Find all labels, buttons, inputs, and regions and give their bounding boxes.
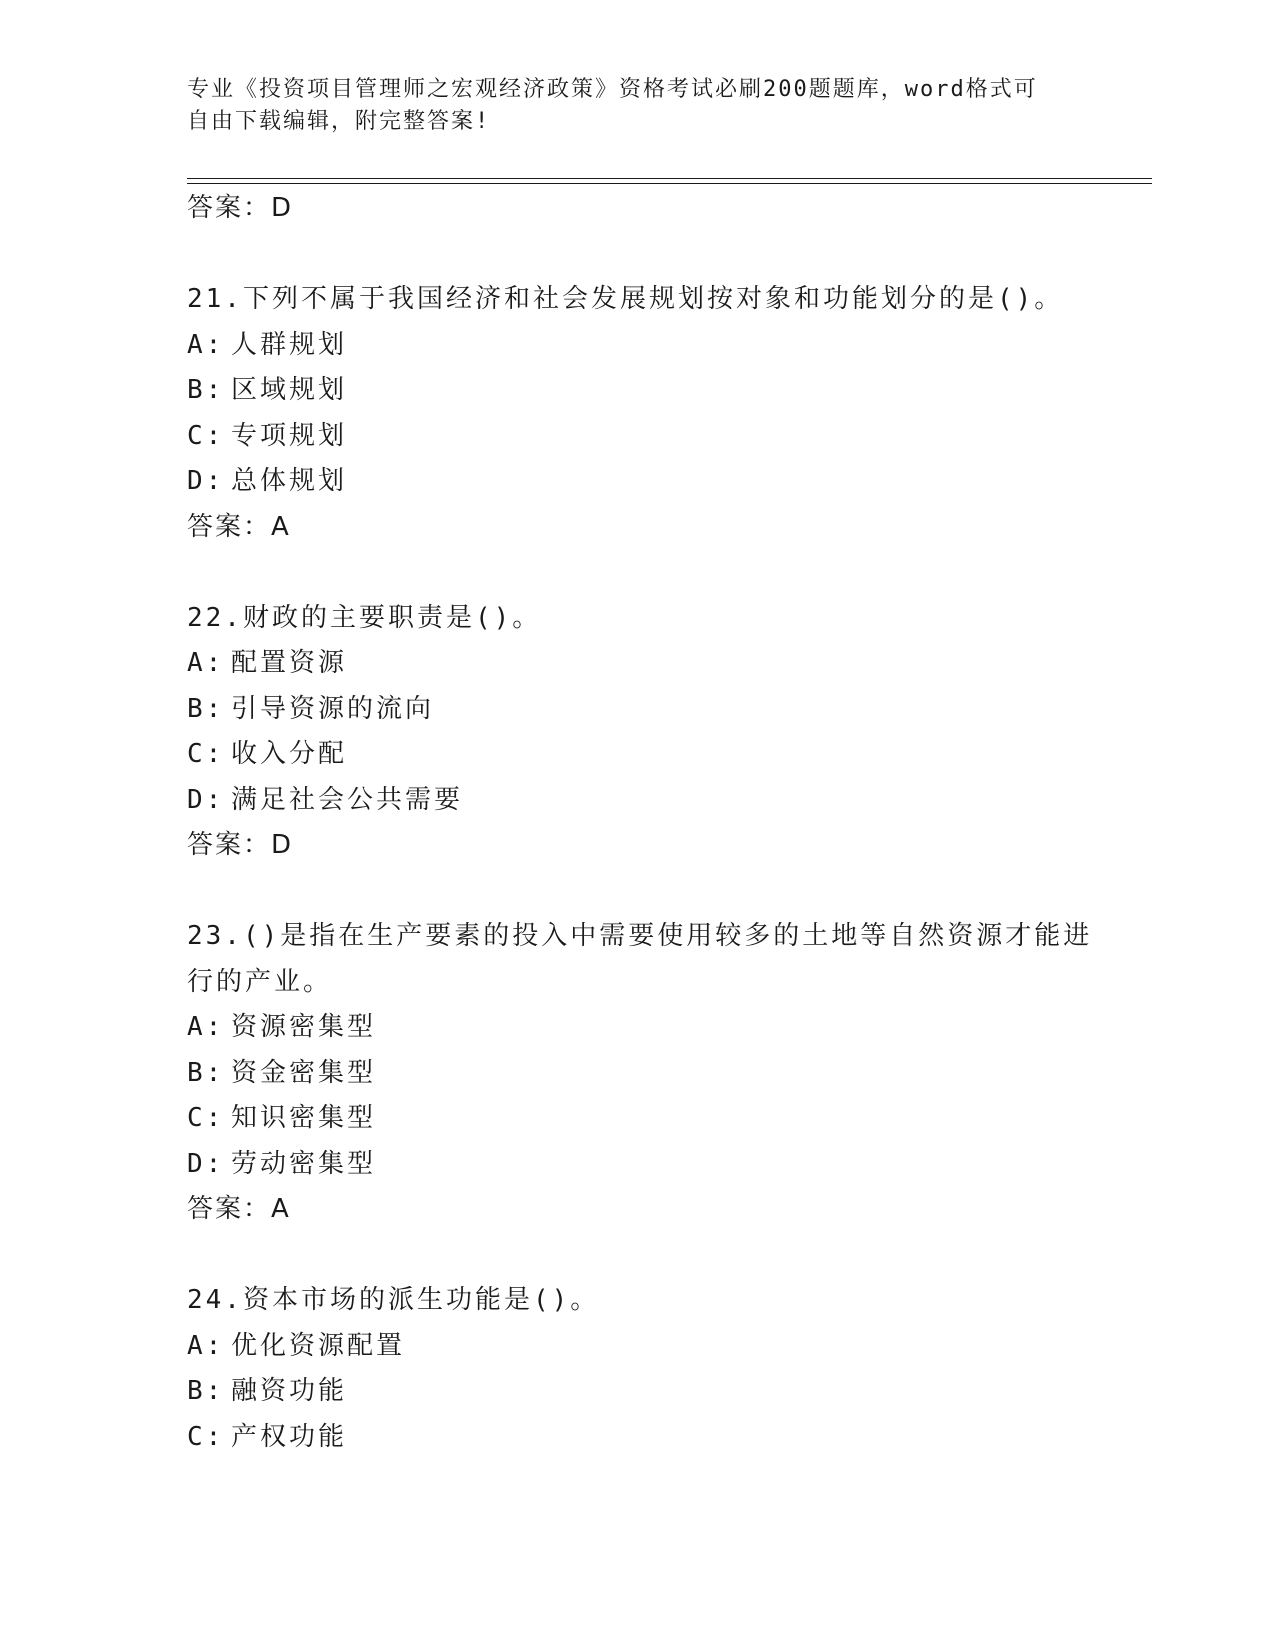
option-text: 劳动密集型 xyxy=(231,1148,377,1179)
answer-option xyxy=(187,323,1087,369)
answer-option xyxy=(187,732,1087,778)
answer-option xyxy=(187,414,1087,460)
answer-line: 答案：A xyxy=(187,1194,291,1224)
answer-option xyxy=(187,1005,1087,1051)
answer-option xyxy=(187,778,1087,824)
option-letter: A: xyxy=(187,648,225,678)
option-letter: D: xyxy=(187,466,225,496)
answer-option xyxy=(187,368,1087,414)
option-text: 收入分配 xyxy=(231,739,348,769)
option-text: 专项规划 xyxy=(231,420,348,451)
question-block xyxy=(187,1278,1087,1460)
answer-option xyxy=(187,1369,1087,1415)
question-stem: 24.资本市场的派生功能是()。 xyxy=(187,1285,600,1315)
option-text: 人群规划 xyxy=(231,329,348,360)
option-letter: D: xyxy=(187,784,225,815)
option-letter: A: xyxy=(187,1012,225,1042)
spacer xyxy=(187,1233,1087,1279)
option-letter: C: xyxy=(187,1421,225,1452)
document-header xyxy=(187,74,1067,138)
question-list xyxy=(187,186,1093,1460)
question-block xyxy=(187,914,1093,1278)
option-text: 引导资源的流向 xyxy=(231,693,435,724)
answer-line: 答案：A xyxy=(187,511,291,542)
option-text: 产权功能 xyxy=(231,1421,348,1452)
header-divider-bottom xyxy=(187,183,1152,184)
answer-option xyxy=(187,687,1087,733)
option-letter: B: xyxy=(187,693,225,724)
answer-option xyxy=(187,641,1087,687)
option-letter: B: xyxy=(187,375,225,405)
answer-option xyxy=(187,1415,1087,1461)
answer-option xyxy=(187,459,1087,505)
question-stem: 22.财政的主要职责是()。 xyxy=(187,602,542,633)
question-block xyxy=(187,277,1087,596)
option-text: 配置资源 xyxy=(231,648,348,678)
option-letter: A: xyxy=(187,329,225,360)
spacer xyxy=(187,550,1087,596)
answer-option xyxy=(187,1096,1087,1142)
option-letter: C: xyxy=(187,739,225,769)
option-letter: B: xyxy=(187,1057,225,1088)
option-text: 优化资源配置 xyxy=(231,1330,406,1361)
option-letter: A: xyxy=(187,1330,225,1361)
option-letter: B: xyxy=(187,1376,225,1406)
option-letter: D: xyxy=(187,1148,225,1179)
question-stem: 行的产业。 xyxy=(187,966,333,997)
header-line-1: 专业《投资项目管理师之宏观经济政策》资格考试必刷200题题库，word格式可 xyxy=(187,77,1038,102)
option-text: 知识密集型 xyxy=(231,1103,377,1133)
option-text: 资源密集型 xyxy=(231,1012,377,1042)
option-letter: C: xyxy=(187,1103,225,1133)
answer-option xyxy=(187,1324,1087,1370)
answer-option xyxy=(187,1051,1087,1097)
header-line-2: 自由下载编辑，附完整答案! xyxy=(187,109,491,134)
answer-line: 答案：D xyxy=(187,193,294,223)
spacer xyxy=(187,869,1087,915)
option-text: 区域规划 xyxy=(231,375,348,405)
question-stem: 23.()是指在生产要素的投入中需要使用较多的土地等自然资源才能进 xyxy=(187,921,1093,951)
answer-line: 答案：D xyxy=(187,830,294,860)
option-text: 满足社会公共需要 xyxy=(231,784,464,815)
question-block xyxy=(187,596,1087,915)
option-text: 总体规划 xyxy=(231,466,348,496)
option-text: 融资功能 xyxy=(231,1376,348,1406)
question-stem: 21.下列不属于我国经济和社会发展规划按对象和功能划分的是()。 xyxy=(187,284,1064,314)
option-text: 资金密集型 xyxy=(231,1057,377,1088)
header-divider-top xyxy=(187,178,1152,179)
option-letter: C: xyxy=(187,420,225,451)
answer-option xyxy=(187,1142,1087,1188)
spacer xyxy=(187,232,1087,278)
